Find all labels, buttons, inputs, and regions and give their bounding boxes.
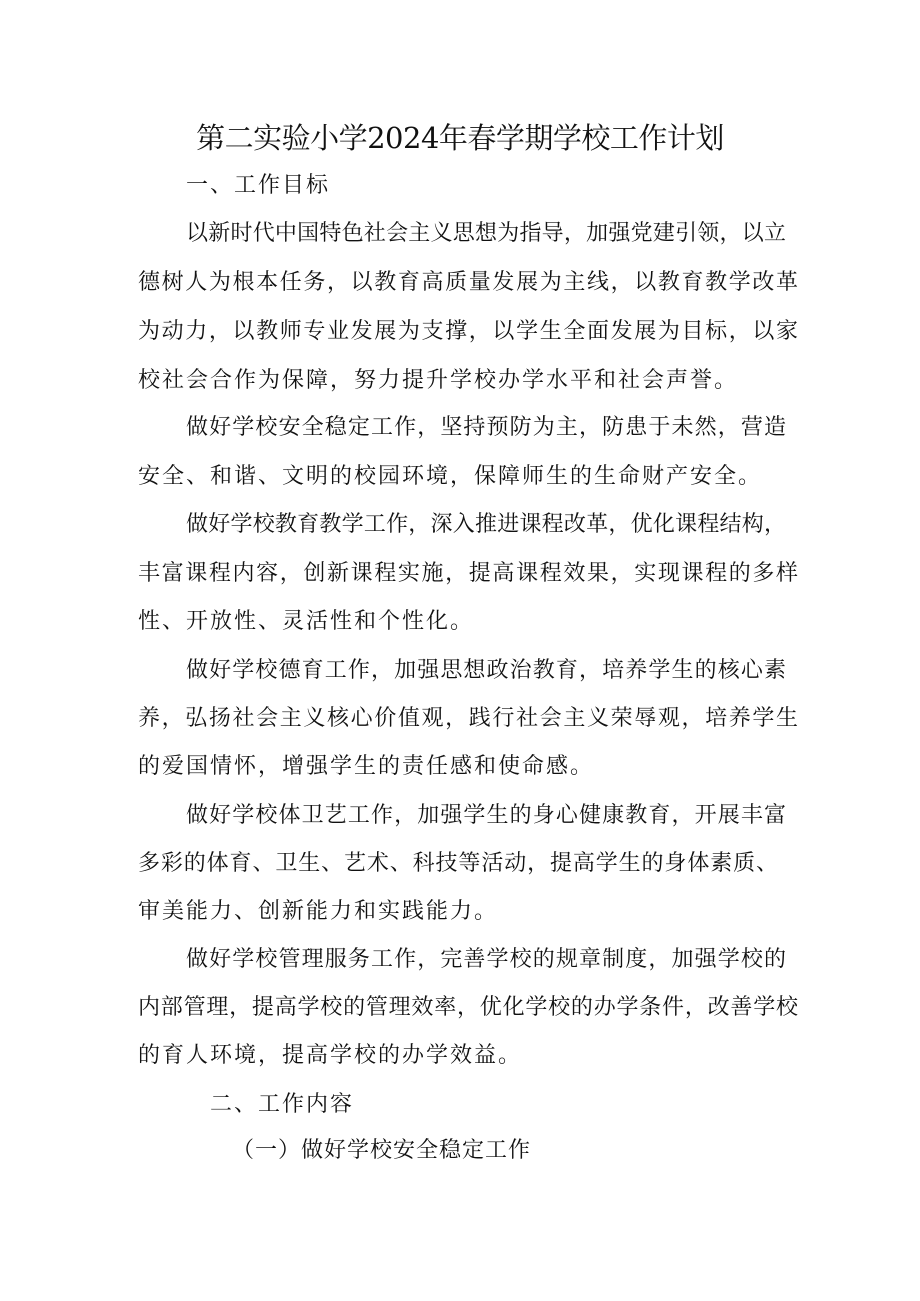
- paragraph-line: 做好学校教育教学工作，深入推进课程改革，优化课程结构，: [186, 512, 786, 537]
- paragraph-line: 养，弘扬社会主义核心价值观，践行社会主义荣辱观，培养学生: [138, 706, 798, 731]
- paragraph-line: 多彩的体育、卫生、艺术、科技等活动，提高学生的身体素质、: [138, 851, 778, 876]
- paragraph-line: 做好学校安全稳定工作，坚持预防为主，防患于未然，营造: [186, 415, 786, 440]
- paragraph-line: 内部管理，提高学校的管理效率，优化学校的办学条件，改善学校: [138, 995, 798, 1020]
- paragraph-line: 的爱国情怀，增强学生的责任感和使命感。: [138, 754, 595, 779]
- section-heading-goals: 一、工作目标: [186, 173, 331, 198]
- paragraph-line: 丰富课程内容，创新课程实施，提高课程效果，实现课程的多样: [138, 561, 798, 586]
- subsection-heading-safety: （一）做好学校安全稳定工作: [232, 1138, 532, 1163]
- paragraph-line: 做好学校德育工作，加强思想政治教育，培养学生的核心素: [186, 658, 786, 683]
- paragraph-line: 以新时代中国特色社会主义思想为指导，加强党建引领，以立: [186, 221, 786, 246]
- paragraph-line: 安全、和谐、文明的校园环境，保障师生的生命财产安全。: [138, 464, 763, 489]
- paragraph-line: 校社会合作为保障，努力提升学校办学水平和社会声誉。: [138, 368, 739, 393]
- paragraph-line: 的育人环境，提高学校的办学效益。: [138, 1043, 523, 1068]
- paragraph-line: 性、开放性、灵活性和个性化。: [138, 609, 475, 634]
- paragraph-line: 审美能力、创新能力和实践能力。: [138, 899, 499, 924]
- paragraph-line: 德树人为根本任务，以教育高质量发展为主线，以教育教学改革: [138, 270, 798, 295]
- paragraph-line: 为动力，以教师专业发展为支撑，以学生全面发展为目标，以家: [138, 319, 798, 344]
- paragraph-line: 做好学校体卫艺工作，加强学生的身心健康教育，开展丰富: [186, 803, 786, 828]
- section-heading-content: 二、工作内容: [210, 1092, 355, 1117]
- document-title: 第二实验小学2024年春学期学校工作计划: [196, 121, 724, 155]
- paragraph-line: 做好学校管理服务工作，完善学校的规章制度，加强学校的: [186, 947, 786, 972]
